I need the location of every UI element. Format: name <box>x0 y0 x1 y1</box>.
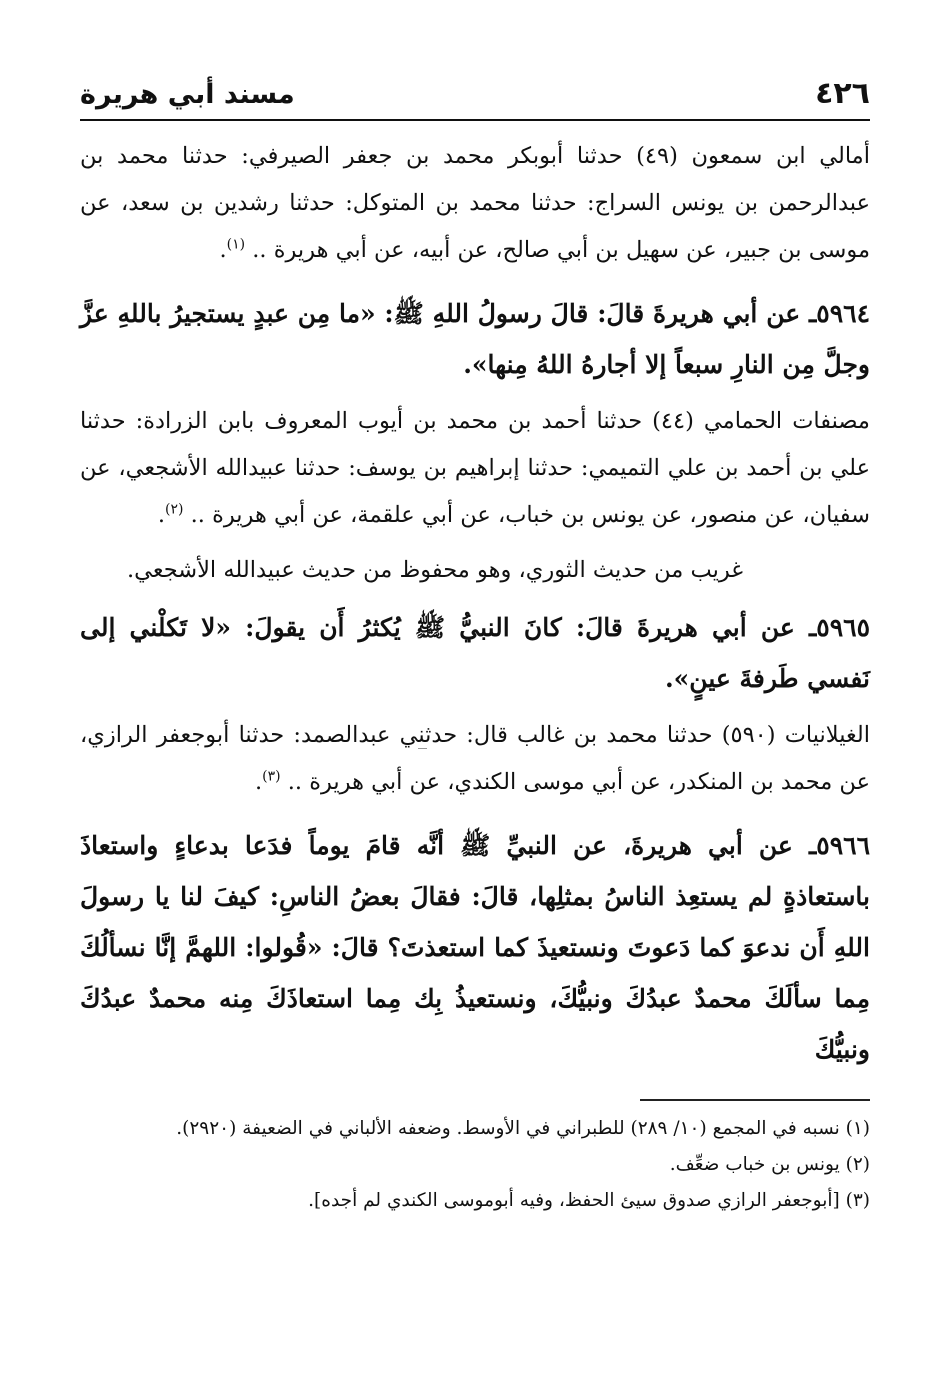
source-paragraph: أمالي ابن سمعون (٤٩) حدثنا أبوبكر محمد بن جعفر الصيرفي: حدثنا محمد بن عبدالرحمن بن يونس السراج: حدثنا محمد بن المتوكل: حدثنا رشدين بن سعد، عن موسى بن جبير، عن سهيل بن أبي صالح، عن أبيه، عن أبي هريرة .. $^{(١)}$. <box>80 143 870 263</box>
footnote-reference: (٣) <box>262 768 281 785</box>
spacer <box>80 390 870 398</box>
footnote-3: (٣) [أبوجعفر الرازي صدوق سيئ الحفظ، وفيه أبوموسى الكندي لم أجده]. <box>308 1190 870 1211</box>
source-text: أمالي ابن سمعون (٤٩) حدثنا أبوبكر محمد بن جعفر الصيرفي: حدثنا محمد بن عبدالرحمن بن يونس السراج: حدثنا محمد بن المتوكل: حدثنا رشدين بن سعد، عن موسى بن جبير، عن سهيل بن أبي صالح، عن أبيه، عن أبي هريرة .. <box>80 143 870 263</box>
source-paragraph: مصنفات الحمامي (٤٤) حدثنا أحمد بن محمد بن أيوب المعروف بابن الزرادة: حدثنا علي بن أحمد بن علي التميمي: حدثنا إبراهيم بن يوسف: حدثنا عبيدالله الأشجعي، عن سفيان، عن منصور، عن يونس بن خباب، عن أبي علقمة، عن أبي هريرة .. $^{(٢)}$. <box>80 408 870 528</box>
book-page <box>80 76 870 1219</box>
running-title: مسند أبي هريرة <box>80 79 295 110</box>
spacer <box>80 704 870 712</box>
source-text: الغيلانيات (٥٩٠) حدثنا محمد بن غالب قال: حدثني عبدالصمد: حدثنا أبوجعفر الرازي، عن محمد بن المنكدر، عن أبي موسى الكندي، عن أبي هريرة .. <box>80 722 870 795</box>
grading-remark: غريب من حديث الثوري، وهو محفوظ من حديث عبيدالله الأشجعي. <box>126 557 744 583</box>
spacer <box>80 594 870 602</box>
scan-mark <box>418 748 427 749</box>
header-rule <box>80 119 870 121</box>
spacer <box>80 274 870 288</box>
spacer <box>80 539 870 547</box>
footnote-1: (١) نسبه في المجمع (١٠/ ٢٨٩) للطبراني في الأوسط. وضعفه الألباني في الضعيفة (٢٩٢٠). <box>176 1118 870 1139</box>
footnote-2: (٢) يونس بن خباب ضعِّف. <box>669 1154 870 1175</box>
footnote-reference: (١) <box>226 236 246 253</box>
running-header <box>80 76 870 118</box>
source-paragraph: الغيلانيات (٥٩٠) حدثنا محمد بن غالب قال: حدثني عبدالصمد: حدثنا أبوجعفر الرازي، عن محمد بن المنكدر، عن أبي موسى الكندي، عن أبي هريرة .. $^{(٣)}$. <box>80 722 870 795</box>
hadith-5965: ٥٩٦٥ـ عن أبي هريرةَ قالَ: كانَ النبيُّ ﷺ يُكثرُ أَن يقولَ: «لا تَكلْني إلى نَفسي طَرفةَ عينٍ». <box>80 613 870 693</box>
hadith-5966: ٥٩٦٦ـ عن أبي هريرةَ، عن النبيِّ ﷺ أنَّه قامَ يوماً فدَعا بدعاءٍ واستعاذَ باستعاذةٍ لم يستعِذ الناسُ بمثلِها، قالَ: فقالَ بعضُ الناسِ: كيفَ لنا يا رسولَ اللهِ أَن ندعوَ كما دَعوتَ ونستعيذَ كما استعذتَ؟ قالَ: «قُولوا: اللهمَّ إنَّا نسألُكَ مِما سألَكَ محمدٌ عبدُكَ ونبيُّكَ، ونستعيذُ بِك مِما استعاذَكَ مِنه محمدٌ عبدُكَ ونبيُّكَ <box>80 831 870 1064</box>
footnote-separator <box>640 1099 870 1101</box>
footnote-reference: (٢) <box>165 501 184 518</box>
hadith-5964: ٥٩٦٤ـ عن أبي هريرةَ قالَ: قالَ رسولُ اللهِ ﷺ: «ما مِن عبدٍ يستجيرُ باللهِ عزَّ وجلَّ مِن النارِ سبعاً إلا أجارهُ اللهُ مِنها». <box>80 299 870 379</box>
page-number: ٤٢٦ <box>815 76 870 111</box>
source-text: مصنفات الحمامي (٤٤) حدثنا أحمد بن محمد بن أيوب المعروف بابن الزرادة: حدثنا علي بن أحمد بن علي التميمي: حدثنا إبراهيم بن يوسف: حدثنا عبيدالله الأشجعي، عن سفيان، عن منصور، عن يونس بن خباب، عن أبي علقمة، عن أبي هريرة .. <box>80 408 870 528</box>
spacer <box>80 806 870 820</box>
